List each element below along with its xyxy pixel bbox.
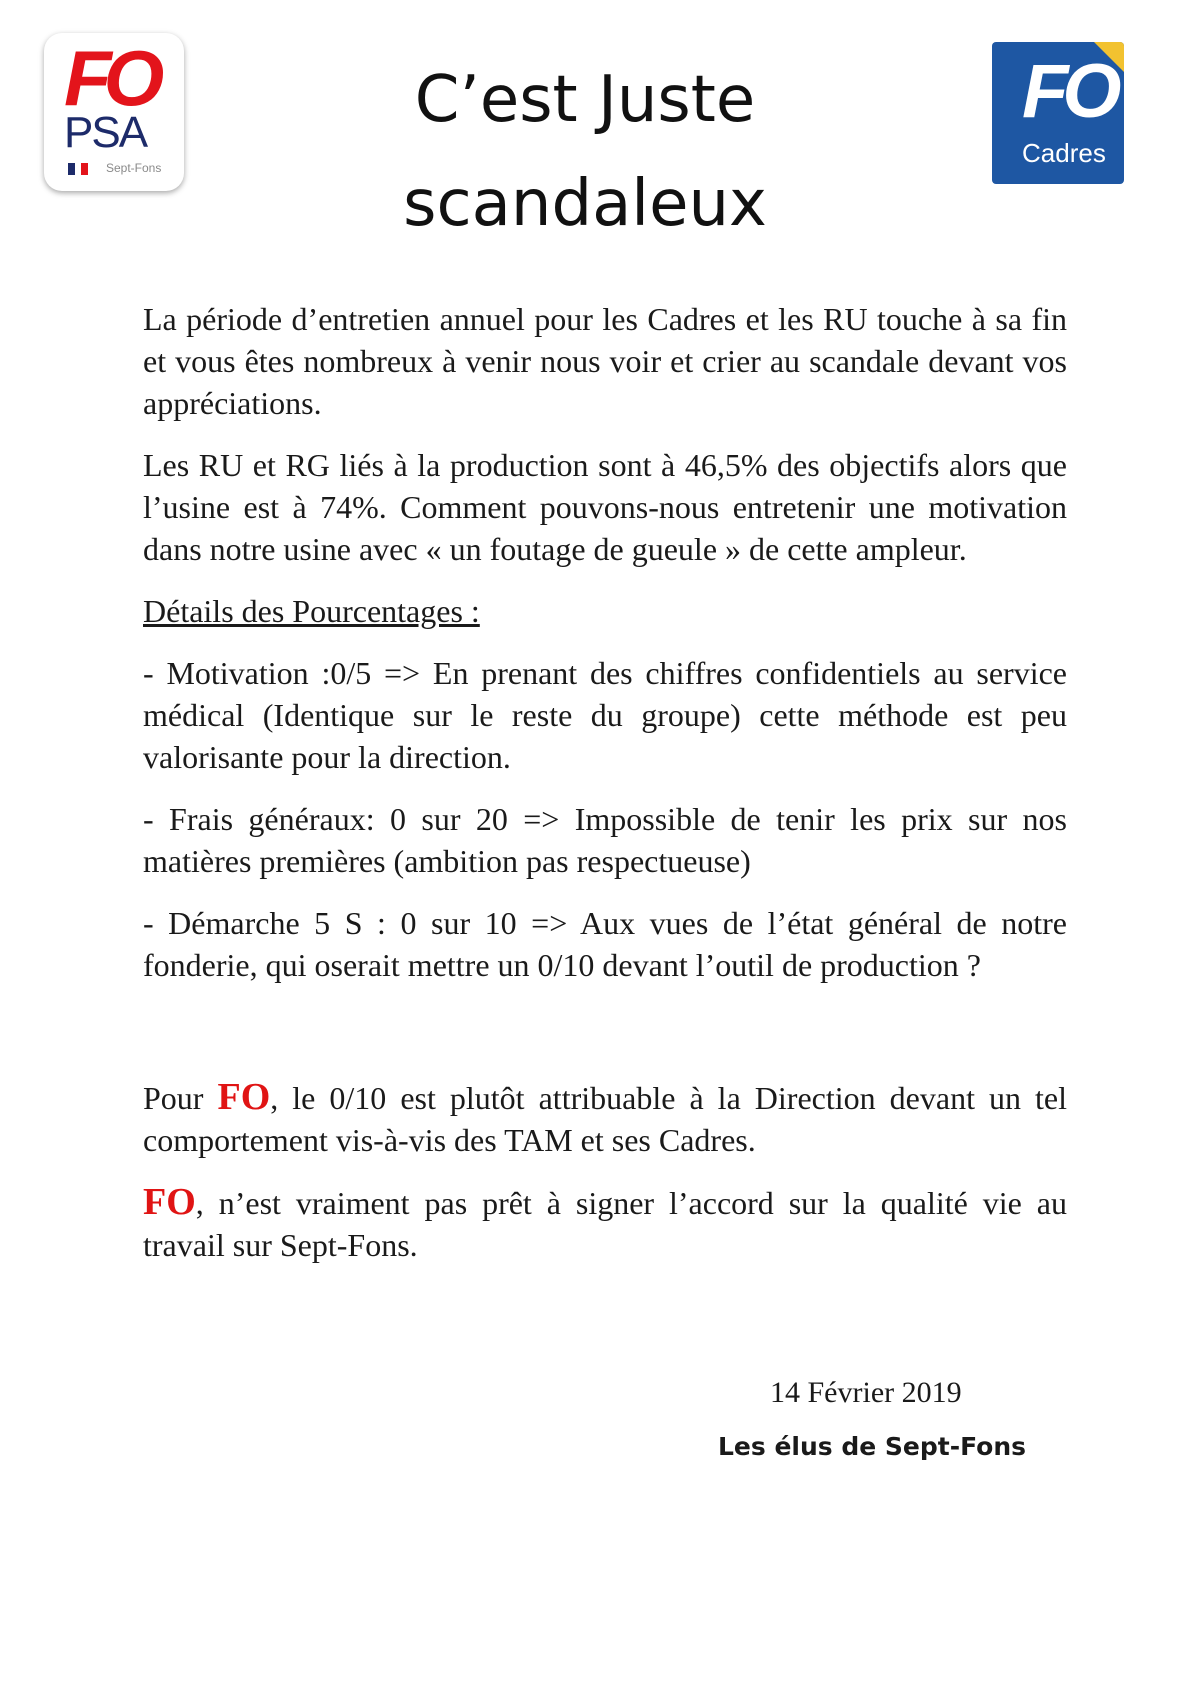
fo-highlight: FO: [143, 1181, 196, 1223]
fo-logo-text: FO: [64, 34, 157, 122]
paragraph-fo-direction: [143, 1076, 1067, 1161]
details-heading-text: Détails des Pourcentages :: [143, 593, 480, 629]
spacer: [143, 1006, 1067, 1076]
logo-subtitle: Sept-Fons: [106, 161, 162, 175]
page-title: [300, 48, 870, 256]
fo-cadres-logo-text: FO: [1022, 49, 1116, 134]
paragraph-percentages: Les RU et RG liés à la production sont à 46,5% des objectifs alors que l’usine est à 74%. Comment pouvons-nous entretenir une motivation dans notre usine avec « un foutage de gueule » de cette ampleur.: [143, 447, 1067, 567]
title-line-1: C’est Juste: [414, 63, 756, 137]
french-flag-icon: [68, 163, 88, 175]
document-date: 14 Février 2019: [770, 1376, 962, 1409]
details-heading: [143, 590, 1067, 632]
detail-item-frais-generaux: - Frais généraux: 0 sur 20 => Impossible de tenir les prix sur nos matières premières (ambition pas respectueuse): [143, 801, 1067, 879]
cadres-logo-text: Cadres: [1022, 138, 1106, 168]
detail-item-demarche-5s: - Démarche 5 S : 0 sur 10 => Aux vues de l’état général de notre fonderie, qui oserait mettre un 0/10 devant l’outil de production ?: [143, 905, 1067, 983]
fo-psa-logo: [44, 33, 184, 191]
psa-logo-text: PSA: [64, 108, 147, 157]
fo-prefix-text: Pour: [143, 1080, 218, 1116]
title-line-2: scandaleux: [403, 167, 767, 241]
paragraph-intro: La période d’entretien annuel pour les Cadres et les RU touche à sa fin et vous êtes nombreux à venir nous voir et crier au scandale devant vos appréciations.: [143, 301, 1067, 421]
fo-cadres-logo: [992, 42, 1124, 184]
fo-highlight: FO: [217, 1076, 271, 1118]
paragraph-fo-accord: [143, 1181, 1067, 1266]
fo-accord-text: , n’est vraiment pas prêt à signer l’accord sur la qualité vie au travail sur Sept-Fons.: [143, 1185, 1067, 1263]
document-body: [143, 298, 1067, 1286]
fo-direction-text: , le 0/10 est plutôt attribuable à la Direction devant un tel comportement vis-à-vis des TAM et ses Cadres.: [143, 1080, 1068, 1158]
signature: Les élus de Sept-Fons: [718, 1432, 1027, 1461]
detail-item-motivation: - Motivation :0/5 => En prenant des chiffres confidentiels au service médical (Identique sur le reste du groupe) cette méthode est peu valorisante pour la direction.: [143, 655, 1067, 775]
